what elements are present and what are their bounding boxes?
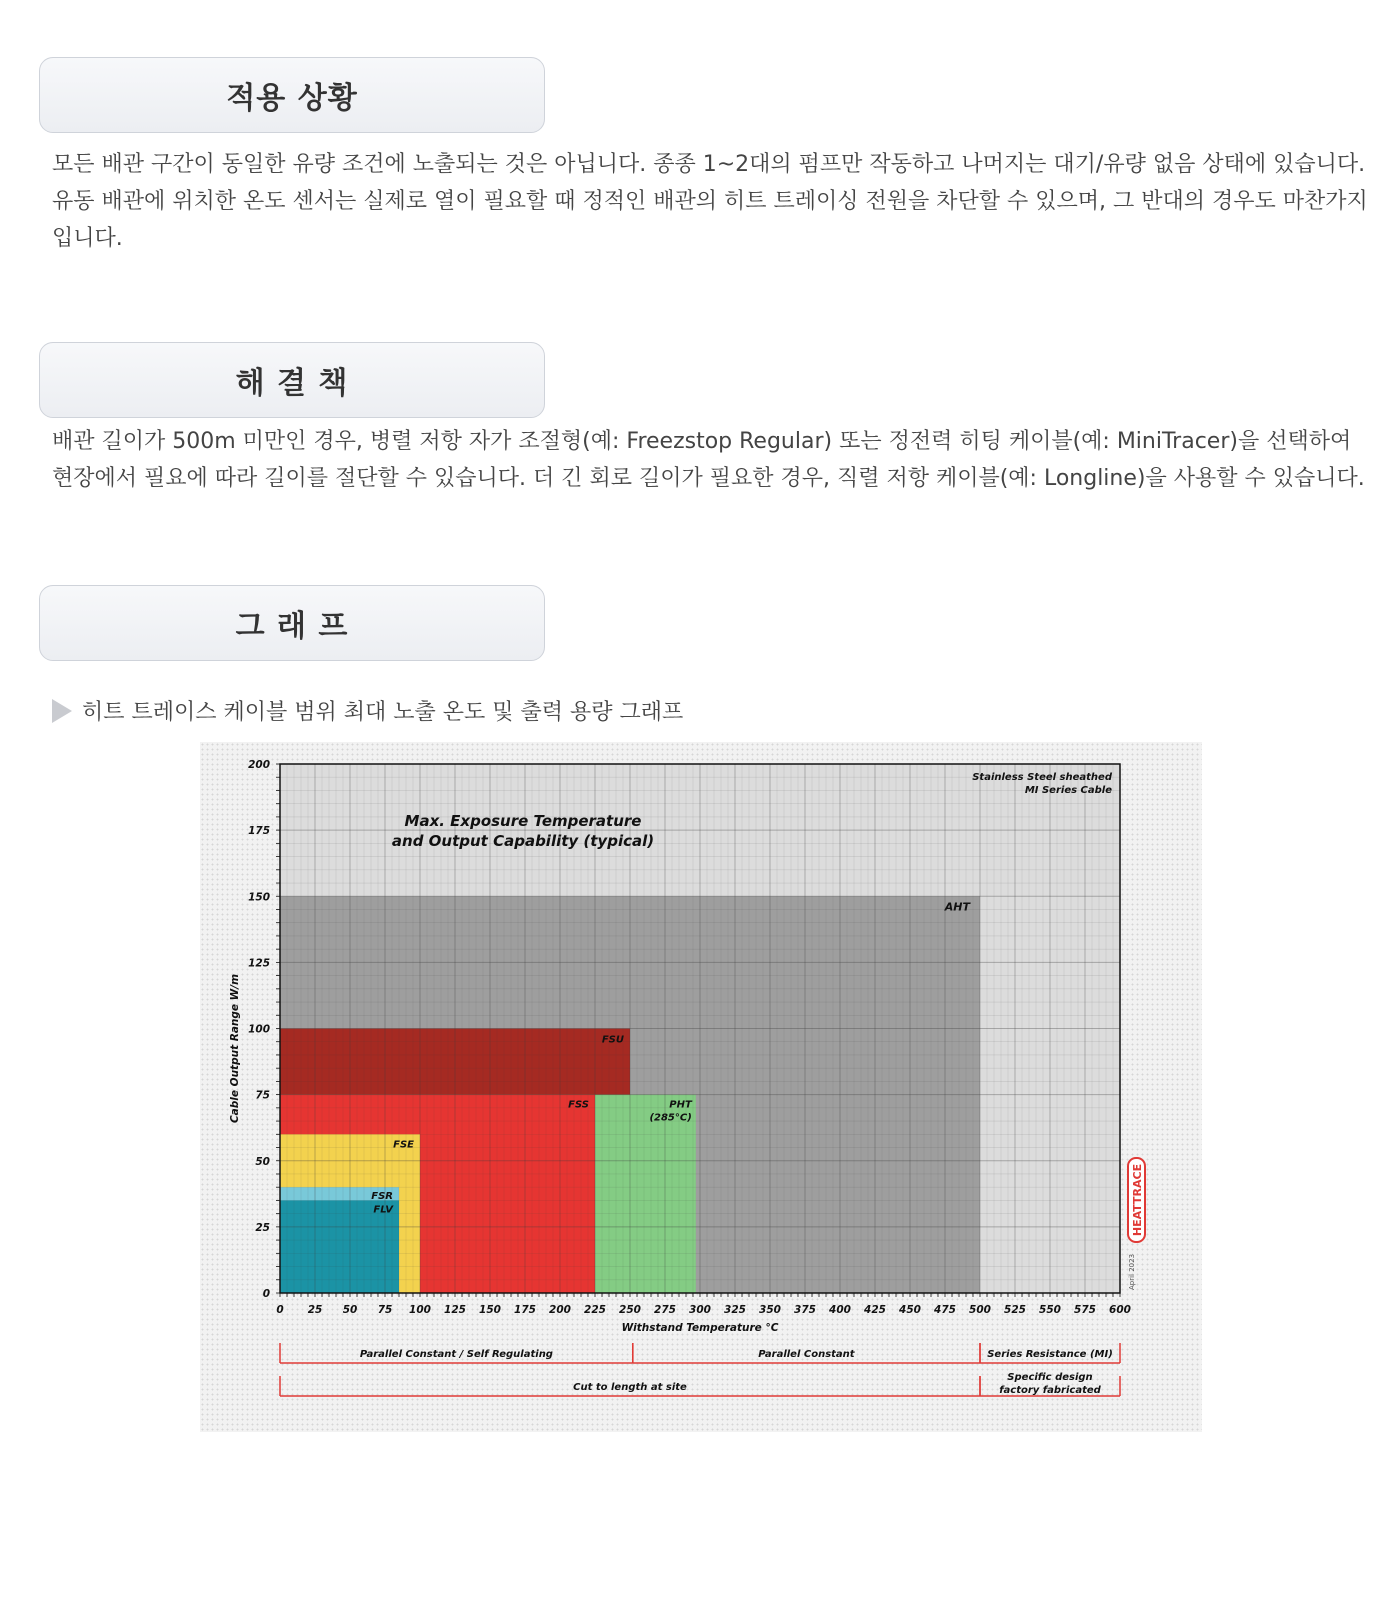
x-tick-label: 350 [759, 1304, 781, 1316]
x-tick-label: 325 [724, 1304, 746, 1316]
y-tick-label: 25 [255, 1221, 270, 1234]
triangle-bullet-icon [52, 699, 72, 723]
x-tick-label: 0 [276, 1304, 284, 1316]
x-tick-label: 600 [1109, 1304, 1131, 1316]
series-label-aht: AHT [944, 900, 970, 914]
x-tick-label: 175 [514, 1304, 536, 1316]
section-title-graph: 그 래 프 [235, 609, 349, 644]
x-tick-label: 225 [584, 1304, 606, 1316]
section-header-situation [39, 57, 545, 133]
y-tick-label: 200 [248, 759, 270, 771]
series-label-pht-line2: (285°C) [649, 1112, 692, 1124]
section-header-solution [39, 342, 545, 418]
x-tick-label: 125 [444, 1304, 466, 1316]
heattrace-logo-text: HEATTRACE [1131, 1163, 1144, 1237]
series-label-fss: FSS [568, 1099, 589, 1111]
x-tick-label: 150 [479, 1304, 501, 1316]
graph-caption-text: 히트 트레이스 케이블 범위 최대 노출 온도 및 출력 용량 그래프 [82, 700, 684, 725]
series-label-fsr: FSR [371, 1191, 393, 1203]
y-tick-label: 150 [248, 891, 270, 904]
x-tick-label: 300 [689, 1304, 711, 1316]
x-tick-label: 475 [934, 1304, 956, 1316]
range-band-label: Series Resistance (MI) [987, 1349, 1113, 1360]
y-tick-label: 75 [255, 1089, 270, 1102]
range-band-label-line2: factory fabricated [999, 1385, 1101, 1396]
series-label-pht: PHT [669, 1099, 692, 1111]
chart-title-line1: Max. Exposure Temperature [404, 812, 642, 830]
y-tick-label: 175 [248, 825, 270, 838]
section-header-graph [39, 585, 545, 661]
series-label-fse: FSE [393, 1139, 414, 1151]
x-tick-label: 25 [307, 1304, 323, 1316]
y-axis-label: Cable Output Range W/m [229, 973, 241, 1124]
situation-text: 모든 배관 구간이 동일한 유량 조건에 노출되는 것은 아닙니다. 종종 1~2대의 펌프만 작동하고 나머지는 대기/유량 없음 상태에 있습니다. 유동 배관에 위치한 온도 센서는 실제로 열이 필요할 때 정적인 배관의 히트 트레이싱 전원을 차단할 수 있으며, 그 반대의 경우도 마찬가지입니다. [52, 152, 1368, 251]
x-tick-label: 575 [1074, 1304, 1096, 1316]
solution-text: 배관 길이가 500m 미만인 경우, 병렬 저항 자가 조절형(예: Freezstop Regular) 또는 정전력 히팅 케이블(예: MiniTracer)을 선택하여 현장에서 필요에 따라 길이를 절단할 수 있습니다. 더 긴 회로 길이가 필요한 경우, 직렬 저항 케이블(예: Longline)을 사용할 수 있습니다. [52, 429, 1365, 491]
x-tick-label: 500 [969, 1304, 991, 1316]
series-label-mi: Stainless Steel sheathed [972, 772, 1112, 783]
x-tick-label: 100 [409, 1304, 431, 1316]
x-tick-label: 375 [794, 1304, 816, 1316]
section-title-solution: 해 결 책 [235, 366, 349, 401]
x-tick-label: 425 [864, 1304, 886, 1316]
range-band-label: Specific design [1007, 1372, 1093, 1383]
series-label-mi-line2: MI Series Cable [1024, 785, 1112, 796]
x-tick-label: 550 [1039, 1304, 1061, 1316]
section-title-situation: 적용 상황 [226, 81, 358, 116]
range-band-label: Cut to length at site [573, 1382, 687, 1393]
x-tick-label: 275 [654, 1304, 676, 1316]
chart-container [200, 742, 1202, 1432]
x-tick-label: 525 [1004, 1304, 1026, 1316]
range-band-label: Parallel Constant [758, 1349, 855, 1360]
x-tick-label: 450 [899, 1304, 921, 1316]
chart-date-note: April 2023 [1128, 1253, 1136, 1291]
y-tick-label: 50 [255, 1155, 270, 1168]
series-label-fsu: FSU [601, 1034, 624, 1046]
y-tick-label: 100 [248, 1023, 270, 1036]
x-tick-label: 75 [377, 1304, 393, 1316]
range-band-label: Parallel Constant / Self Regulating [359, 1349, 553, 1360]
y-tick-label: 125 [248, 957, 270, 970]
exposure-temperature-chart [200, 742, 1202, 1432]
x-axis-label: Withstand Temperature °C [621, 1322, 779, 1334]
x-tick-label: 250 [619, 1304, 641, 1316]
y-tick-label: 0 [262, 1288, 270, 1300]
x-tick-label: 200 [549, 1304, 571, 1316]
chart-title-line2: and Output Capability (typical) [391, 832, 655, 850]
x-tick-label: 50 [342, 1304, 358, 1316]
x-tick-label: 400 [829, 1304, 851, 1316]
series-label-flv: FLV [373, 1204, 393, 1216]
graph-caption [52, 695, 683, 726]
